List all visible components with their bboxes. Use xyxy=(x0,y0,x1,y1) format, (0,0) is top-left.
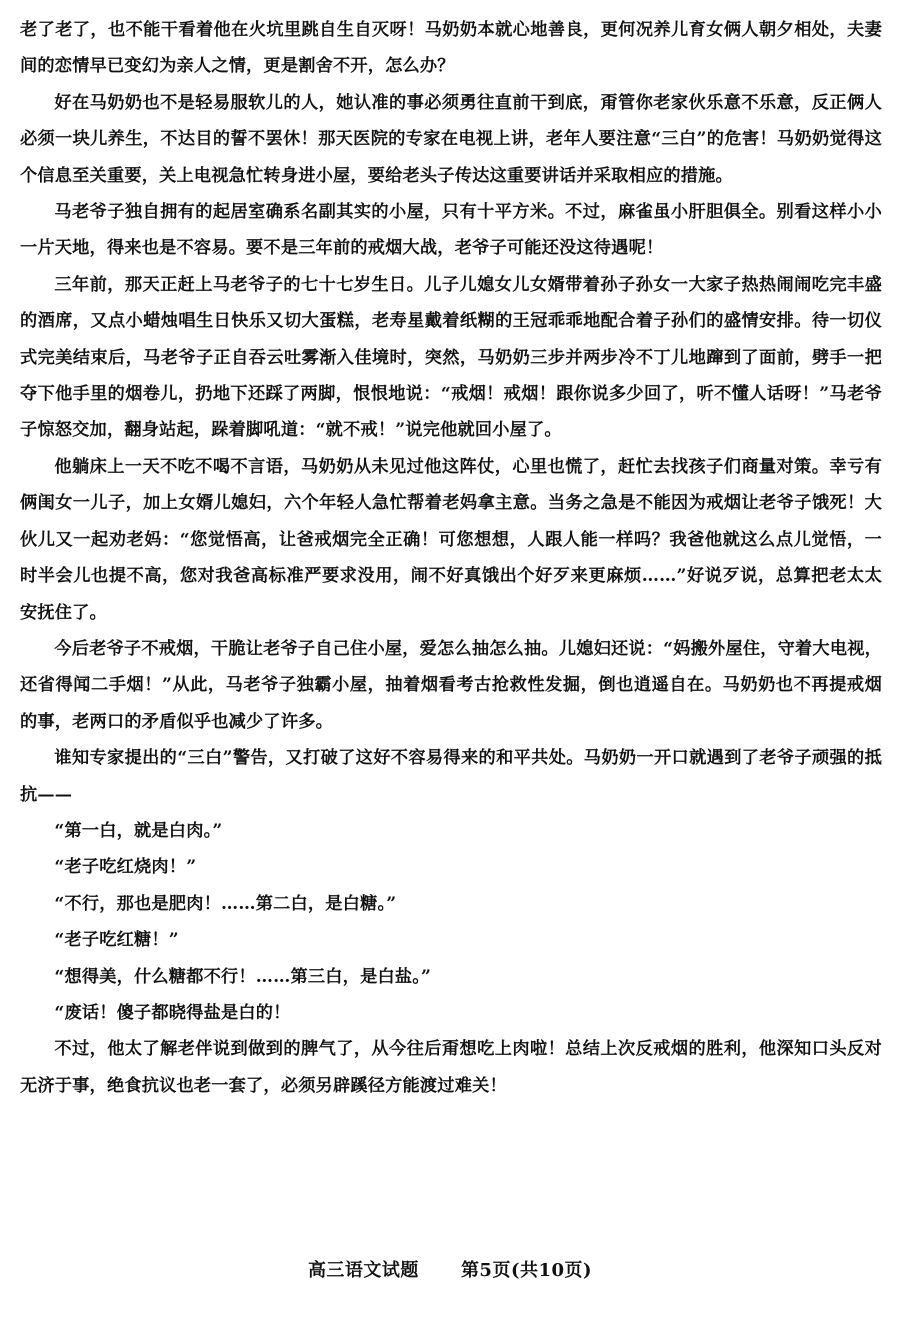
dialogue-line: “不行，那也是肥肉！……第二白，是白糖。” xyxy=(54,893,397,914)
paragraph: 老了老了，也不能干看着他在火坑里跳自生自灭呀！马奶奶本就心地善良，更何况养儿育女俩人朝夕相处，夫妻间的恋情早已变幻为亲人之情，更是割舍不开，怎么办？ xyxy=(20,20,882,77)
paragraph: 不过，他太了解老伴说到做到的脾气了，从今往后甭想吃上肉啦！总结上次反戒烟的胜利，他深知口头反对无济于事，绝食抗议也老一套了，必须另辟蹊径方能渡过难关！ xyxy=(20,1039,882,1096)
dialogue-line: “废话！傻子都晓得盐是白的！ xyxy=(54,1002,291,1023)
paragraph: 谁知专家提出的“三白”警告，又打破了这好不容易得来的和平共处。马奶奶一开口就遇到了老爷子顽强的抵抗—— xyxy=(20,748,882,805)
paragraph: 他躺床上一天不吃不喝不言语，马奶奶从未见过他这阵仗，心里也慌了，赶忙去找孩子们商量对策。幸亏有俩闺女一儿子，加上女婿儿媳妇，六个年轻人急忙帮着老妈拿主意。当务之急是不能因为戒烟让老爷子饿死！大伙儿又一起劝老妈：“您觉悟高，让爸戒烟完全正确！可您想想，人跟人能一样吗？我爸他就这么点儿觉悟，一时半会儿也提不高，您对我爸高标准严要求没用，闹不好真饿出个好歹来更麻烦……”好说歹说，总算把老太太安抚住了。 xyxy=(20,456,882,623)
paragraph: 马老爷子独自拥有的起居室确系名副其实的小屋，只有十平方米。不过，麻雀虽小肝胆俱全。别看这样小小一片天地，得来也是不容易。要不是三年前的戒烟大战，老爷子可能还没这待遇呢！ xyxy=(20,202,882,259)
page-number: 第5页(共10页) xyxy=(460,1260,593,1281)
exam-title: 高三语文试题 xyxy=(307,1260,419,1281)
article-body xyxy=(20,12,882,1104)
paragraph: 三年前，那天正赶上马老爷子的七十七岁生日。儿子儿媳女儿女婿带着孙子孙女一大家子热热闹闹吃完丰盛的酒席，又点小蜡烛唱生日快乐又切大蛋糕，老寿星戴着纸糊的王冠乖乖地配合着子孙们的盛情安排。待一切仪式完美结束后，马老爷子正自吞云吐雾渐入佳境时，突然，马奶奶三步并两步冷不丁儿地蹿到了面前，劈手一把夺下他手里的烟卷儿，扔地下还踩了两脚，恨恨地说：“戒烟！戒烟！跟你说多少回了，听不懂人话呀！”马老爷子惊怒交加，翻身站起，跺着脚吼道：“就不戒！”说完他就回小屋了。 xyxy=(20,274,882,441)
dialogue-line: “老子吃红烧肉！” xyxy=(54,857,197,878)
dialogue-line: “老子吃红糖！” xyxy=(54,930,179,951)
dialogue-line: “想得美，什么糖都不行！……第三白，是白盐。” xyxy=(54,966,432,987)
page-footer xyxy=(0,1256,900,1282)
paragraph: 今后老爷子不戒烟，干脆让老爷子自己住小屋，爱怎么抽怎么抽。儿媳妇还说：“妈搬外屋住，守着大电视，还省得闻二手烟！”从此，马老爷子独霸小屋，抽着烟看考古抢救性发掘，倒也逍遥自在。马奶奶也不再提戒烟的事，老两口的矛盾似乎也减少了许多。 xyxy=(20,638,882,732)
dialogue-line: “第一白，就是白肉。” xyxy=(54,820,223,841)
paragraph: 好在马奶奶也不是轻易服软儿的人，她认准的事必须勇往直前干到底，甭管你老家伙乐意不乐意，反正俩人必须一块儿养生，不达目的誓不罢休！那天医院的专家在电视上讲，老年人要注意“三白”的危害！马奶奶觉得这个信息至关重要，关上电视急忙转身进小屋，要给老头子传达这重要讲话并采取相应的措施。 xyxy=(20,92,882,186)
